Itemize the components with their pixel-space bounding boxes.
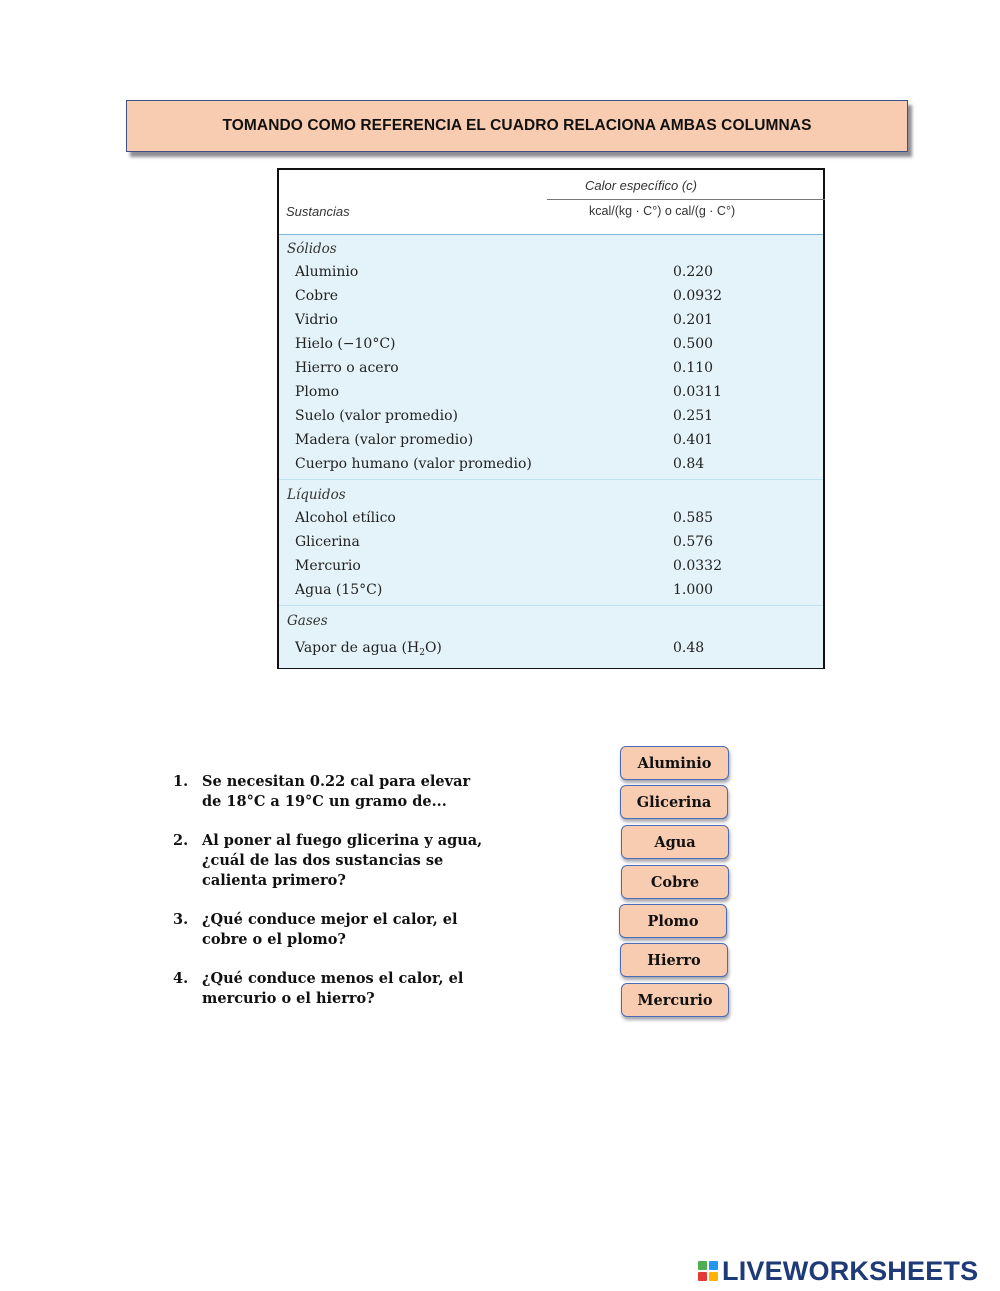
question-line: calienta primero?: [202, 872, 346, 889]
question-number: 3.: [173, 911, 189, 928]
table-body: [279, 234, 823, 668]
substance-value: 0.0311: [673, 384, 722, 400]
logo-mark-icon: [698, 1261, 718, 1281]
substance-value: 0.0932: [673, 288, 722, 304]
substance-name: Suelo (valor promedio): [295, 408, 458, 424]
instruction-banner: [126, 100, 908, 152]
substance-value: 0.220: [673, 264, 714, 280]
question-line: Se necesitan 0.22 cal para elevar: [202, 773, 471, 790]
substance-name: Vidrio: [295, 312, 338, 328]
substance-value: 0.500: [673, 336, 714, 352]
question-list: [173, 772, 513, 1028]
substance-value: 0.0332: [673, 558, 722, 574]
section-divider: [279, 605, 823, 606]
substances-label: Sustancias: [286, 204, 350, 219]
substance-value: 0.401: [673, 432, 714, 448]
question-line: cobre o el plomo?: [202, 931, 346, 948]
table-header: [279, 170, 823, 234]
substance-name: [295, 640, 442, 658]
table-row: [279, 555, 823, 579]
substance-value: 0.110: [673, 360, 714, 376]
table-row: [279, 357, 823, 381]
substance-value: 0.585: [673, 510, 714, 526]
substance-name: Agua (15°C): [295, 582, 383, 598]
question-line: ¿cuál de las dos sustancias se: [202, 852, 444, 869]
option-hierro[interactable]: Hierro: [620, 943, 728, 977]
substance-name: Glicerina: [295, 534, 360, 550]
question-line: ¿Qué conduce mejor el calor, el: [202, 911, 458, 928]
section-divider: [279, 479, 823, 480]
category-label: Líquidos: [287, 487, 346, 503]
table-row: [279, 285, 823, 309]
substance-name: Hierro o acero: [295, 360, 399, 376]
substance-value: 0.251: [673, 408, 714, 424]
question-item: [173, 969, 513, 1009]
specific-heat-table: [277, 168, 825, 669]
substance-value: 1.000: [673, 582, 714, 598]
table-row: [279, 333, 823, 357]
table-row: [279, 579, 823, 603]
question-item: [173, 772, 513, 812]
header-divider: [547, 199, 825, 200]
column-title: Calor específico (c): [585, 178, 697, 193]
substance-name: Hielo (−10°C): [295, 336, 396, 352]
table-row: [279, 531, 823, 555]
question-number: 2.: [173, 832, 189, 849]
substance-value: 0.84: [673, 456, 705, 472]
table-row: [279, 637, 823, 661]
question-line: mercurio o el hierro?: [202, 990, 375, 1007]
category-label: Gases: [287, 613, 328, 629]
substance-name: Plomo: [295, 384, 340, 400]
option-agua[interactable]: Agua: [621, 825, 729, 859]
category-gases: [279, 607, 823, 633]
logo-text: LIVEWORKSHEETS: [722, 1255, 979, 1286]
option-cobre[interactable]: Cobre: [621, 865, 729, 899]
option-glicerina[interactable]: Glicerina: [620, 785, 728, 819]
table-row: [279, 453, 823, 477]
substance-name: Cobre: [295, 288, 339, 304]
table-row: [279, 405, 823, 429]
table-row: [279, 429, 823, 453]
question-line: ¿Qué conduce menos el calor, el: [202, 970, 464, 987]
table-row: [279, 261, 823, 285]
substance-value: 0.48: [673, 640, 705, 656]
option-mercurio[interactable]: Mercurio: [621, 983, 729, 1017]
banner-title: TOMANDO COMO REFERENCIA EL CUADRO RELACIONA AMBAS COLUMNAS: [222, 117, 812, 134]
category-liquidos: [279, 481, 823, 507]
table-row: [279, 381, 823, 405]
question-number: 4.: [173, 970, 189, 987]
question-number: 1.: [173, 773, 189, 790]
category-solidos: [279, 235, 823, 261]
table-row: [279, 507, 823, 531]
substance-name: Madera (valor promedio): [295, 432, 474, 448]
question-line: de 18°C a 19°C un gramo de...: [202, 793, 447, 810]
substance-name: Mercurio: [295, 558, 361, 574]
option-plomo[interactable]: Plomo: [619, 904, 727, 938]
substance-value: 0.201: [673, 312, 714, 328]
units-label: kcal/(kg · C°) o cal/(g · C°): [589, 204, 736, 218]
substance-name: Aluminio: [295, 264, 359, 280]
substance-name: Cuerpo humano (valor promedio): [295, 456, 532, 472]
category-label: Sólidos: [287, 241, 337, 257]
table-row: [279, 309, 823, 333]
question-item: [173, 831, 513, 891]
question-line: Al poner al fuego glicerina y agua,: [202, 832, 483, 849]
substance-value: 0.576: [673, 534, 714, 550]
liveworksheets-logo: [698, 1256, 978, 1286]
question-item: [173, 910, 513, 950]
substance-name-suffix: O): [424, 640, 442, 656]
substance-name: Alcohol etílico: [295, 510, 396, 526]
substance-name-subscript: 2: [419, 648, 425, 658]
substance-name-prefix: Vapor de agua (H: [295, 640, 420, 656]
option-aluminio[interactable]: Aluminio: [620, 746, 729, 780]
